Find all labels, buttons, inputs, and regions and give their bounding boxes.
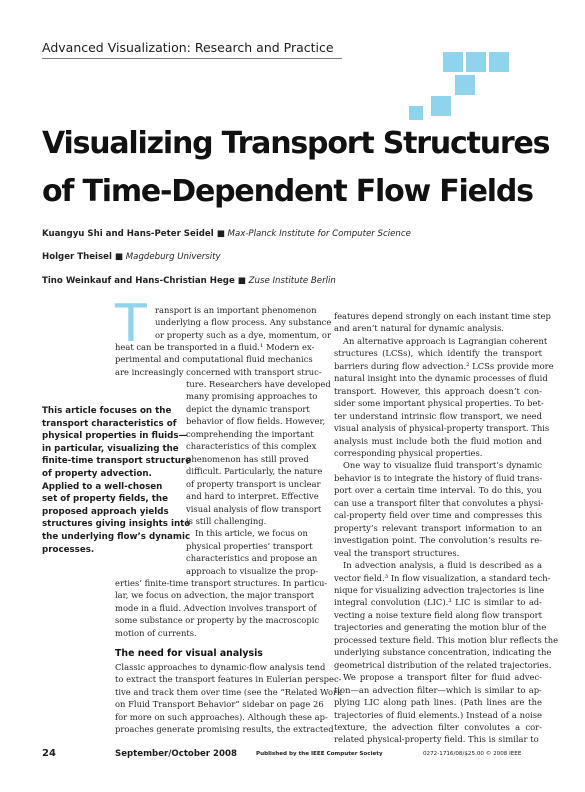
abstract-line: This article focuses on the [42, 406, 172, 416]
abstract [42, 405, 192, 556]
text-line: We propose a transport filter for fluid advec- [343, 672, 542, 683]
author-line [42, 252, 221, 262]
text-line: veal the transport structures. [334, 547, 460, 558]
text-line: depict the dynamic transport [186, 403, 310, 414]
text-line: analysis must include both the fluid motion and [334, 435, 542, 446]
copyright: 0272-1716/08/$25.00 © 2008 IEEE [423, 751, 522, 757]
text-line: or property such as a dye, momentum, or [155, 329, 331, 340]
article-title [42, 120, 549, 216]
abstract-line: proposed approach yields [42, 506, 169, 517]
abstract-line: finite-time transport structure [42, 456, 192, 467]
text-line: investigation point. The convolution’s results re- [334, 535, 542, 546]
text-line: for more on such approaches). Although these ap- [115, 711, 328, 722]
abstract-line: transport characteristics of [42, 418, 177, 429]
text-line: An alternative approach is Lagrangian coherent [343, 335, 548, 346]
author-affiliation: Max-Planck Institute for Computer Science [227, 229, 411, 239]
square-decoration [431, 96, 451, 116]
text-line: processed texture field. This motion blur reflects the [334, 634, 559, 645]
section-heading: The need for visual analysis [115, 648, 263, 659]
text-line: features depend strongly on each instant time step [334, 311, 551, 321]
text-line: difficult. Particularly, the nature [186, 466, 323, 477]
text-line: integral convolution (LIC).³ LIC is similar to ad- [334, 597, 542, 608]
author-names: Kuangyu Shi and Hans-Peter Seidel [42, 229, 214, 239]
abstract-line: set of property fields, the [42, 494, 168, 505]
page-number: 24 [42, 748, 56, 759]
text-line: nique for visualizing advection trajectories is line [334, 584, 545, 595]
text-line: motion of currents. [115, 627, 197, 638]
text-line: barriers during flow advection.² LCSs provide more [334, 360, 554, 371]
text-line: In this article, we focus on [195, 528, 308, 539]
abstract-line: processes. [42, 544, 95, 555]
body-paragraph [155, 304, 332, 341]
text-line: cal-property field over time and compresses this [334, 510, 542, 521]
text-line: comprehending the important [186, 428, 314, 439]
author-names: Tino Weinkauf and Hans-Christian Hege [42, 276, 235, 286]
text-line: on Fluid Transport Behavior” sidebar on page 26 [115, 699, 324, 710]
bullet-icon: ■ [237, 276, 249, 286]
bullet-icon: ■ [216, 229, 228, 239]
drop-cap: T [115, 294, 147, 354]
text-line: natural insight into the dynamic processes of fluid [334, 373, 548, 384]
text-line: of property transport is unclear [186, 478, 321, 489]
body-paragraph [115, 661, 343, 736]
abstract-line: physical properties in fluids— [42, 431, 188, 442]
square-decoration [443, 52, 463, 72]
text-line: many promising approaches to [186, 391, 318, 402]
text-line: some substance or property by the macroscopic [115, 615, 320, 626]
text-line: physical properties’ transport [186, 540, 313, 551]
body-paragraph [115, 577, 328, 639]
body-paragraph [334, 310, 559, 746]
text-line: vector field.³ In flow visualization, a standard tech- [334, 572, 551, 583]
text-line: Classic approaches to dynamic-flow analysis tend [115, 662, 326, 672]
text-line: underlying substance concentration, indicating the [334, 647, 552, 658]
series-label: Advanced Visualization: Research and Practice [42, 40, 334, 55]
issue-date: September/October 2008 [115, 749, 237, 759]
text-line: can use a transport filter that convolutes a physi- [334, 497, 544, 508]
text-line: visual analysis of flow transport [186, 503, 322, 514]
text-line: erties’ finite-time transport structures. In particu- [115, 578, 328, 588]
bullet-icon: ■ [114, 252, 126, 262]
text-line: are increasingly concerned with transport struc- [115, 366, 322, 377]
text-line: ture. Researchers have developed [186, 379, 331, 389]
text-line: tion—an advection filter—which is similar to ap- [334, 684, 542, 695]
square-decoration [409, 106, 423, 120]
title-line: Visualizing Transport Structures [42, 126, 550, 161]
text-line: underlying a flow process. Any substance [155, 317, 332, 328]
text-line: plying LIC along path lines. (Path lines are the [334, 697, 542, 708]
text-line: and hard to interpret. Effective [186, 491, 319, 502]
text-line: and aren’t natural for dynamic analysis. [334, 323, 504, 334]
author-affiliation: Zuse Institute Berlin [248, 276, 336, 286]
author-line [42, 229, 411, 239]
text-line: related physical-property field. This is similar to [334, 734, 539, 745]
text-line: mode in a fluid. Advection involves transport of [115, 602, 317, 613]
text-line: trajectories of fluid elements.) Instead of a noise [334, 709, 542, 720]
text-line: texture, the advection filter convolutes a cor- [334, 721, 542, 732]
square-decoration [466, 52, 486, 72]
text-line: behavior of flow fields. However, [186, 416, 326, 427]
abstract-line: of property advection. [42, 468, 152, 479]
text-line: One way to visualize fluid transport’s dynamic [343, 460, 542, 471]
square-decoration [489, 52, 509, 72]
text-line: tive and track them over time (see the “Related Work [115, 686, 343, 697]
abstract-line: the underlying flow’s dynamic [42, 531, 191, 542]
abstract-line: in particular, visualizing the [42, 443, 179, 454]
text-line: ransport is an important phenomenon [155, 305, 317, 315]
abstract-line: Applied to a well-chosen [42, 481, 163, 492]
text-line: trajectories and generating the motion blur of the [334, 622, 547, 633]
text-line: vecting a noise texture field along flow transport [334, 609, 542, 620]
abstract-line: structures giving insights into [42, 519, 191, 530]
text-line: structures (LCSs), which identify the transport [334, 348, 542, 359]
text-line: ter understand intrinsic flow transport, we need [334, 410, 542, 421]
body-paragraph [115, 341, 322, 378]
text-line: to extract the transport features in Eulerian perspec- [115, 674, 342, 685]
text-line: geometrical distribution of the related trajectories. [334, 659, 552, 670]
text-line: proaches generate promising results, the extracted [115, 724, 334, 735]
text-line: lar, we focus on advection, the major transport [115, 590, 315, 601]
text-line: sider some important physical properties. To bet- [334, 398, 544, 409]
text-line: In advection analysis, a fluid is described as a [343, 560, 542, 571]
text-line: port over a certain time interval. To do this, you [334, 485, 542, 496]
text-line: property’s relevant transport information to an [334, 522, 542, 533]
text-line: is still challenging. [186, 515, 267, 526]
square-decoration [455, 75, 475, 95]
text-line: transport. However, this approach doesn’t con- [334, 385, 542, 396]
text-line: heat can be transported in a fluid.¹ Modern ex- [115, 342, 315, 352]
publisher: Published by the IEEE Computer Society [256, 751, 383, 757]
author-line [42, 276, 336, 286]
text-line: perimental and computational fluid mechanics [115, 354, 313, 365]
body-paragraph [186, 378, 331, 577]
text-line: characteristics of this complex [186, 441, 317, 452]
decorative-squares [0, 0, 585, 130]
text-line: visual analysis of physical-property transport. This [334, 423, 550, 434]
author-names: Holger Theisel [42, 252, 112, 262]
author-affiliation: Magdeburg University [125, 252, 221, 262]
text-line: approach to visualize the prop- [186, 565, 319, 576]
text-line: behavior is to integrate the history of fluid trans- [334, 472, 543, 483]
title-line: of Time-Dependent Flow Fields [42, 174, 533, 209]
text-line: phenomenon has still proved [186, 453, 309, 464]
text-line: characteristics and propose an [186, 553, 318, 564]
text-line: corresponding physical properties. [334, 447, 483, 458]
